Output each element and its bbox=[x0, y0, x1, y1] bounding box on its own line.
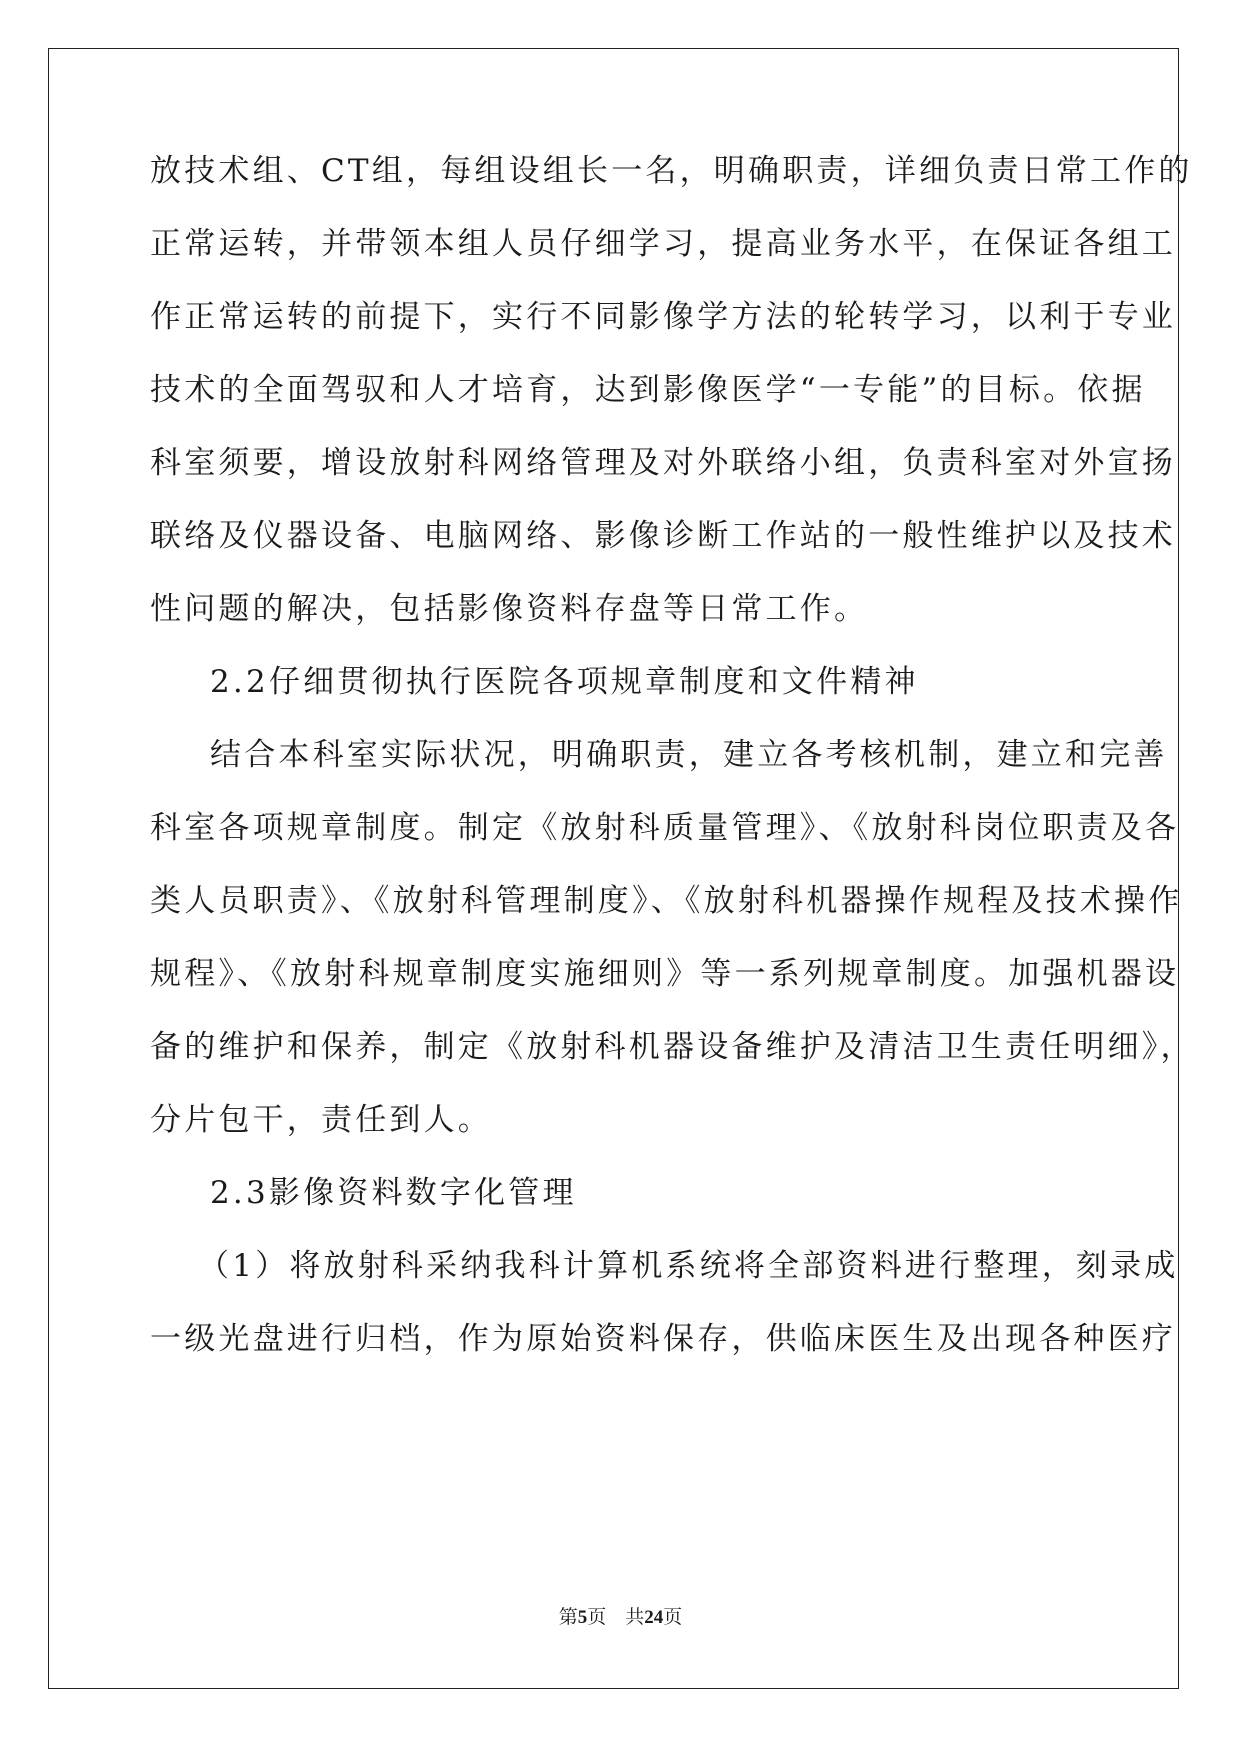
footer-total-pages: 24 bbox=[644, 1607, 664, 1628]
text-line: 结合本科室实际状况，明确职责，建立各考核机制，建立和完善 bbox=[210, 737, 1168, 773]
text-line: 一级光盘进行归档，作为原始资料保存，供临床医生及出现各种医疗 bbox=[150, 1321, 1176, 1357]
section-heading: 2.3影像资料数字化管理 bbox=[210, 1175, 577, 1211]
text-line: 正常运转，并带领本组人员仔细学习，提高业务水平，在保证各组工 bbox=[150, 226, 1176, 262]
text-line: 备的维护和保养，制定《放射科机器设备维护及清洁卫生责任明细》， bbox=[150, 1029, 1195, 1065]
footer-page-unit: 页 bbox=[587, 1607, 607, 1628]
text-line: 分片包干，责任到人。 bbox=[150, 1102, 492, 1138]
footer-page-prefix: 第 bbox=[558, 1607, 578, 1628]
text-line: 联络及仪器设备、电脑网络、影像诊断工作站的一般性维护以及技术 bbox=[150, 518, 1176, 554]
page-footer bbox=[0, 1602, 1241, 1629]
text-line: 类人员职责》、《放射科管理制度》、《放射科机器操作规程及技术操作 bbox=[150, 883, 1183, 919]
text-line: 科室各项规章制度。制定《放射科质量管理》、《放射科岗位职责及各 bbox=[150, 810, 1180, 846]
text-line: 规程》、《放射科规章制度实施细则》等一系列规章制度。加强机器设 bbox=[150, 956, 1180, 992]
page-border bbox=[48, 48, 1179, 1689]
text-line: 放技术组、CT组，每组设组长一名，明确职责，详细负责日常工作的 bbox=[150, 153, 1193, 189]
text-line: 科室须要，增设放射科网络管理及对外联络小组，负责科室对外宣扬 bbox=[150, 445, 1176, 481]
section-heading: 2.2仔细贯彻执行医院各项规章制度和文件精神 bbox=[210, 664, 919, 700]
text-line: 性问题的解决，包括影像资料存盘等日常工作。 bbox=[150, 591, 869, 627]
text-line: 作正常运转的前提下，实行不同影像学方法的轮转学习，以利于专业 bbox=[150, 299, 1176, 335]
text-line: 技术的全面驾驭和人才培育，达到影像医学“一专能”的目标。依据 bbox=[150, 372, 1146, 408]
footer-total-prefix: 共 bbox=[625, 1607, 645, 1628]
footer-total-unit: 页 bbox=[663, 1607, 683, 1628]
footer-page-number: 5 bbox=[577, 1607, 588, 1628]
text-line: （1）将放射科采纳我科计算机系统将全部资料进行整理，刻录成 bbox=[198, 1248, 1179, 1284]
